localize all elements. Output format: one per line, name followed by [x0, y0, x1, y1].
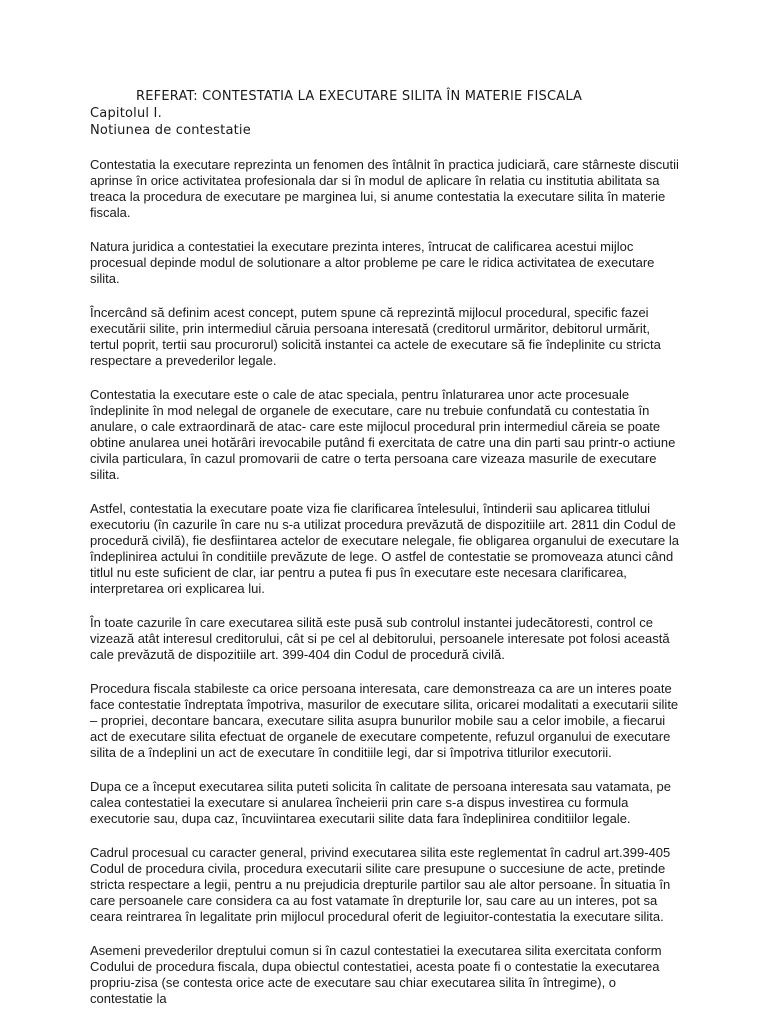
document-title: REFERAT: CONTESTATIA LA EXECUTARE SILITA ÎN MATERIE FISCALA: [136, 89, 583, 104]
section-heading: Notiunea de contestatie: [90, 123, 251, 138]
paragraph: În toate cazurile în care executarea silită este pusă sub controlul instantei judecătoresti, control ce vizează atât interesul creditorului, cât si pe cel al debitorului, persoanele interesate pot folosi această cale prevăzută de dispozitiile art. 399-404 din Codul de procedură civilă.: [90, 615, 670, 662]
paragraph: Dupa ce a început executarea silita puteti solicita în calitate de persoana interesata sau vatamata, pe calea contestatiei la executare si anularea încheierii prin care s-a dispus investirea cu formula executorie sau, dupa caz, încuviintarea executarii silite data fara îndeplinirea conditiilor legale.: [90, 779, 672, 826]
paragraph: Încercând să definim acest concept, putem spune că reprezintă mijlocul procedural, specific fazei executării silite, prin intermediul căruia persoana interesată (creditorul urmăritor, debitorul urmărit, tertul poprit, tertii sau procurorul) solicită instantei ca actele de executare să fie îndeplinite cu stricta respectare a prevederilor legale.: [90, 305, 661, 368]
paragraph: Cadrul procesual cu caracter general, privind executarea silita este reglementat în cadrul art.399-405 Codul de procedura civila, procedura executarii silite care presupune o succesiune de acte, pretinde stricta respectare a legii, pentru a nu prejudicia drepturile partilor sau ale altor persoane. În situatia în care persoanele care considera ca au fost vatamate în drepturile lor, sau care au un interes, pot sa ceara reintrarea în legalitate prin mijlocul procedural oferit de legiuitor-contestatia la executare silita.: [90, 845, 671, 924]
paragraph: Contestatia la executare este o cale de atac speciala, pentru înlaturarea unor acte procesuale îndeplinite în mod nelegal de organele de executare, care nu trebuie confundată cu contestatia în anulare, o cale extraordinară de atac- care este mijlocul procedural prin intermediul căreia se poate obtine anularea unei hotărâri irevocabile putând fi exercitata de catre una din parti sau printr-o actiune civila particulara, în cazul promovarii de catre o terta persoana care vizeaza masurile de executare silita.: [90, 387, 676, 482]
paragraph: Astfel, contestatia la executare poate viza fie clarificarea întelesului, întinderii sau aplicarea titlului executoriu (în cazurile în care nu s-a utilizat procedura prevăzută de dispozitiile art. 2811 din Codul de procedură civilă), fie desfiintarea actelor de executare nelegale, fie obligarea organului de executare la îndeplinirea actului în conditiile prevăzute de lege. O astfel de contestatie se promoveaza atunci când titlul nu este suficient de clar, iar pentru a putea fi pus în executare este necesara clarificarea, interpretarea ori explicarea lui.: [90, 501, 679, 596]
chapter-heading: Capitolul I.: [90, 106, 162, 121]
paragraph: Asemeni prevederilor dreptului comun si în cazul contestatiei la executarea silita exercitata conform Codului de procedura fiscala, dupa obiectul contestatiei, acesta poate fi o contestatie la executarea propriu-zisa (se contesta orice acte de executare sau chiar executarea silita în întregime), o contestatie la: [90, 943, 662, 1006]
paragraph: Procedura fiscala stabileste ca orice persoana interesata, care demonstreaza ca are un interes poate face contestatie îndreptata împotriva, masurilor de executare silita, oricarei modalitati a executarii silite – propriei, decontare bancara, executare silita asupra bunurilor mobile sau a celor imobile, a fiecarui act de executare silita efectuat de organele de executare competente, refuzul organului de executare silita de a îndeplini un act de executare în conditiile legi, dar si împotriva titlurilor executorii.: [90, 681, 679, 760]
paragraph: Contestatia la executare reprezinta un fenomen des întâlnit în practica judiciară, care stârneste discutii aprinse în orice activitatea profesionala dar si în modul de aplicare în relatia cu institutia abilitata sa treaca la procedura de executare pe marginea lui, si anume contestatia la executare silita în materie fiscala.: [90, 157, 679, 220]
document-page: [90, 88, 680, 1007]
paragraph: Natura juridica a contestatiei la executare prezinta interes, întrucat de calificarea acestui mijloc procesual depinde modul de solutionare a altor probleme pe care le ridica activitatea de executare silita.: [90, 239, 655, 286]
